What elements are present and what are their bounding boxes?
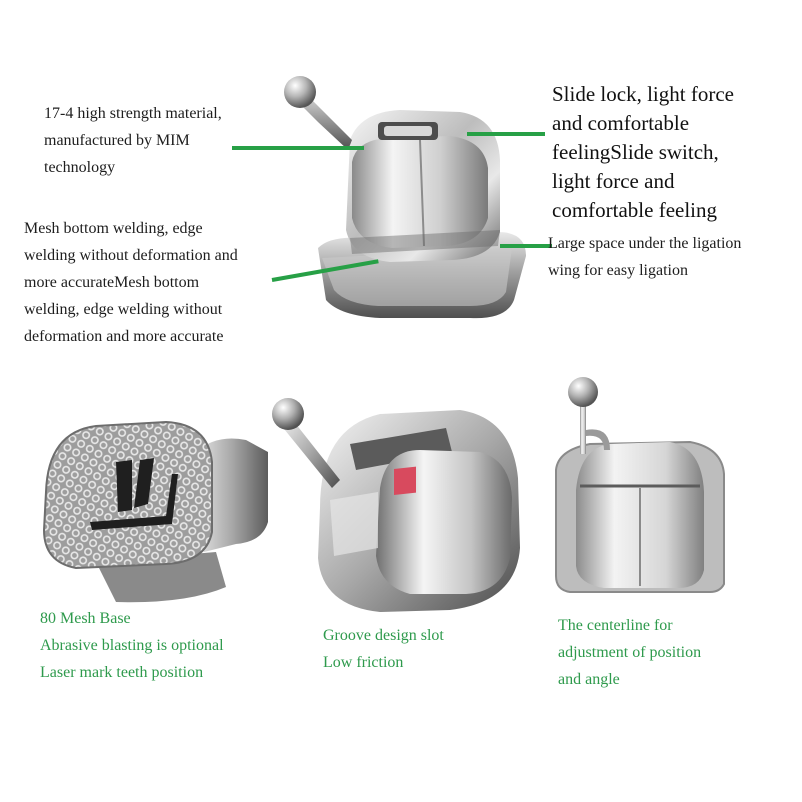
mesh-caption-line: Abrasive blasting is optional <box>40 637 224 654</box>
mesh-caption <box>40 605 300 686</box>
weld-callout-line: Mesh bottom welding, edge <box>24 220 203 237</box>
material-callout-line: manufactured by MIM <box>44 132 190 149</box>
mesh-base-icon <box>36 412 276 612</box>
centerline-caption-line: and angle <box>558 671 620 688</box>
weld-callout-line: more accurateMesh bottom <box>24 274 200 291</box>
mesh-caption-line: Laser mark teeth position <box>40 664 204 681</box>
slide-lock-callout-line: Slide lock, light force <box>552 82 734 106</box>
slide-lock-callout-line: and comfortable <box>552 111 690 135</box>
slide-lock-callout-line: feelingSlide switch, <box>552 140 719 164</box>
weld-callout-line: deformation and more accurate <box>24 328 224 345</box>
material-callout-line: 17-4 high strength material, <box>44 105 222 122</box>
material-callout <box>44 100 294 181</box>
material-callout-line: technology <box>44 159 116 176</box>
ligation-callout-line: wing for easy ligation <box>548 262 688 279</box>
centerline-bracket-icon <box>550 370 730 600</box>
mesh-caption-line: 80 Mesh Base <box>40 610 131 627</box>
leader-line-ligation <box>500 244 552 248</box>
leader-line-slide-lock <box>467 132 545 136</box>
groove-caption-line: Low friction <box>323 654 404 671</box>
slide-lock-callout-line: comfortable feeling <box>552 198 718 222</box>
groove-bracket-icon <box>270 388 550 618</box>
weld-callout-line: welding without deformation and <box>24 247 238 264</box>
centerline-caption-line: The centerline for <box>558 617 673 634</box>
weld-callout-line: welding, edge welding without <box>24 301 223 318</box>
centerline-caption <box>558 612 788 693</box>
weld-callout <box>24 215 294 350</box>
ligation-callout <box>548 230 798 284</box>
ligation-callout-line: Large space under the ligation <box>548 235 742 252</box>
centerline-caption-line: adjustment of position <box>558 644 702 661</box>
slide-lock-callout-line: light force and <box>552 169 675 193</box>
groove-caption <box>323 622 523 676</box>
slide-lock-callout <box>552 80 797 225</box>
groove-caption-line: Groove design slot <box>323 627 444 644</box>
